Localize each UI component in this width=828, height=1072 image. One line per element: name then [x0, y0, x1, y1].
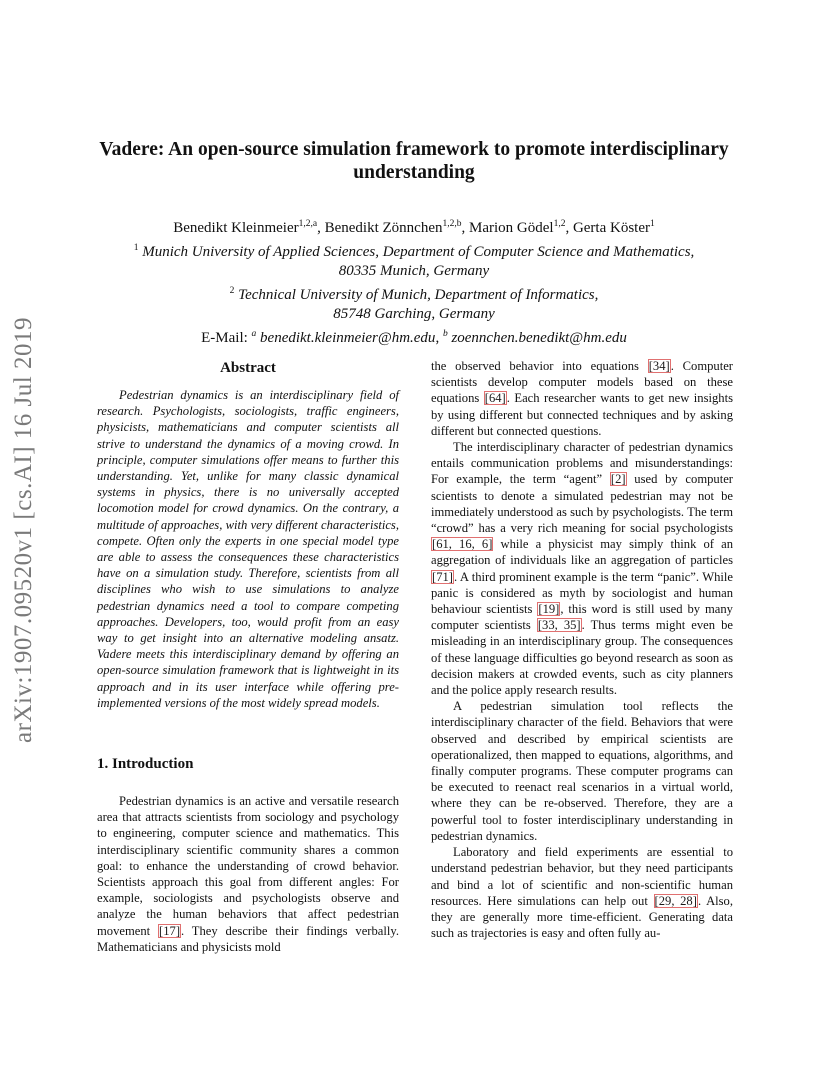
citation-link[interactable]: [33, 35]: [537, 618, 581, 633]
citation-link[interactable]: [29, 28]: [654, 893, 697, 908]
email-mark: b: [442, 328, 448, 339]
email-address: zoennchen.benedikt@hm.edu: [451, 329, 627, 346]
email-mark: a: [251, 328, 257, 339]
paragraph-text: used by computer scientists to denote a simulated pedestrian may not be immediately understood as such by psychologists. The term “crowd” has a very rich meaning for social psychologists: [431, 472, 733, 536]
affiliation-mark: 2: [229, 285, 235, 296]
affiliation-2-address: 85748 Garching, Germany: [333, 306, 495, 322]
abstract-heading: Abstract: [220, 360, 276, 376]
citation-link[interactable]: [2]: [610, 472, 626, 487]
author-affil-mark: 1,2,a: [298, 219, 318, 229]
paragraph-text: . A third prominent example is the term “panic”. While panic is considered as myth by sociologist and human behaviour scientists: [431, 569, 733, 617]
email-line: E-Mail: $^a$ benedikt.kleinmeier@hm.edu, $^b$ zoennchen.benedikt@hm.edu: [201, 328, 627, 346]
affiliation-line: Munich University of Applied Sciences, Department of Computer Science and Mathematics,: [142, 243, 695, 260]
body-paragraph: [431, 358, 733, 439]
author-name: Gerta Köster: [572, 220, 650, 236]
paragraph-text: . Computer scientists develop computer models based on these equations: [431, 359, 733, 406]
citation-link[interactable]: [61, 16, 6]: [432, 537, 493, 552]
paragraph-text: Pedestrian dynamics is an active and versatile research area that attracts scientists from sociology and psychology to engineering, computer science and mathematics. This interdisciplinary scientific community shares a common goal: to enhance the understanding of crowd behavior. Scientists approach this goal from different angles: For example, sociologists and psychologists observe and analyze the human behaviors that affect pedestrian movement: [97, 794, 399, 938]
citation-link[interactable]: [64]: [484, 391, 506, 406]
email-address: benedikt.kleinmeier@hm.edu: [260, 329, 436, 346]
paragraph-text: The interdisciplinary character of pedestrian dynamics entails communication problems and misunderstandings: For example, the term “agent”: [431, 440, 733, 487]
citation-link[interactable]: [19]: [538, 602, 560, 617]
affiliation-1: [80, 239, 748, 263]
author-affil-mark: 1,2: [553, 219, 566, 229]
body-paragraph: [431, 844, 733, 941]
citation-link[interactable]: [34]: [648, 359, 670, 373]
citation-link[interactable]: [17]: [159, 923, 181, 938]
abstract-text: Pedestrian dynamics is an interdisciplinary field of research. Psychologists, sociologists, traffic engineers, physicists, mathematicians and computer scientists all strive to understand the dynamics of a moving crowd. In principle, computer simulations offer means to further this understanding. Yet, unlike for many classic dynamical systems in physics, there is no universally accepted locomotion model for crowd dynamics. On the contrary, a multitude of approaches, with very different characteristics, compete. Often only the experts in one special model type are able to assess the consequences these characteristics have on a simulation study. Therefore, scientists from all disciplines who wish to use simulations to analyze pedestrian dynamics need a tool to compare competing approaches. Developers, too, would profit from an easy way to get insight into an alternative modeling ansatz. Vadere meets this interdisciplinary demand by offering an open-source simulation framework that is lightweight in its approach and in its user interface while offering pre-implemented versions of the most widely spread models.: [97, 388, 399, 710]
email-label: E-Mail:: [201, 329, 248, 346]
affiliation-2: [80, 282, 748, 306]
affiliation-1-address: 80335 Munich, Germany: [338, 263, 490, 279]
author-name: Marion Gödel: [468, 220, 554, 236]
author-affil-mark: 1,2,b: [442, 219, 462, 229]
paper-title: Vadere: An open-source simulation framework to promote interdisciplinary understanding: [99, 139, 729, 183]
paragraph-text: while a physicist may simply think of an aggregation of individuals like an aggregation of particles: [431, 537, 733, 568]
paragraph-text: the observed behavior into equations: [431, 359, 648, 373]
author-name: Benedikt Zönnchen: [324, 220, 443, 236]
section-heading-introduction: 1. Introduction: [97, 756, 194, 773]
author-name: Benedikt Kleinmeier: [173, 220, 299, 236]
paragraph-text: , this word is still used by many computer scientists: [431, 602, 733, 633]
left-column: [97, 358, 399, 955]
paragraph-text: . They describe their findings verbally. Mathematicians and physicists mold: [97, 923, 400, 954]
author-list: Benedikt Kleinmeier$^{1,2,a}$, Benedikt Zönnchen$^{1,2,b}$, Marion Gödel$^{1,2}$, Gerta Köster$^1$: [173, 219, 655, 236]
arxiv-identifier-margin: [4, 300, 44, 760]
arxiv-identifier: arXiv:1907.09520v1 [cs.AI] 16 Jul 2019: [10, 317, 37, 743]
right-column: [431, 358, 733, 941]
body-paragraph: [431, 439, 733, 698]
affiliation-mark: 1: [133, 242, 139, 253]
citation-link[interactable]: [71]: [432, 569, 453, 584]
affiliation-line: Technical University of Munich, Department of Informatics,: [238, 286, 599, 303]
author-affil-mark: 1: [650, 219, 655, 229]
paragraph-text: Laboratory and field experiments are essential to understand pedestrian behavior, but they need participants and bind a lot of scientific and non-scientific human resources. Here simulations can help out: [431, 845, 733, 908]
paper-header: [80, 138, 748, 348]
body-paragraph: A pedestrian simulation tool reflects the interdisciplinary character of the field. Behaviors that were observed and described by empirical scientists are operationalized, then mapped to equations, algorithms, and finally computer programs. These computer programs can be executed to reenact real scenarios in a virtual world, where they can be re-observed. Therefore, they are a powerful tool to foster interdisciplinary understanding in pedestrian dynamics.: [431, 699, 733, 843]
paragraph-text: . Thus terms might even be misleading in an interdisciplinary group. The consequences of these language difficulties go beyond research as soon as decision makers at crowded events, such as city planners and the police apply research results.: [431, 618, 734, 698]
paragraph-text: . Each researcher wants to get new insights by using different but connected techniques and by asking different but connected questions.: [431, 391, 733, 438]
intro-paragraph: [97, 793, 399, 955]
paragraph-text: . Also, they are generally more time-efficient. Generating data such as trajectories is easy and often fully au-: [431, 893, 734, 941]
